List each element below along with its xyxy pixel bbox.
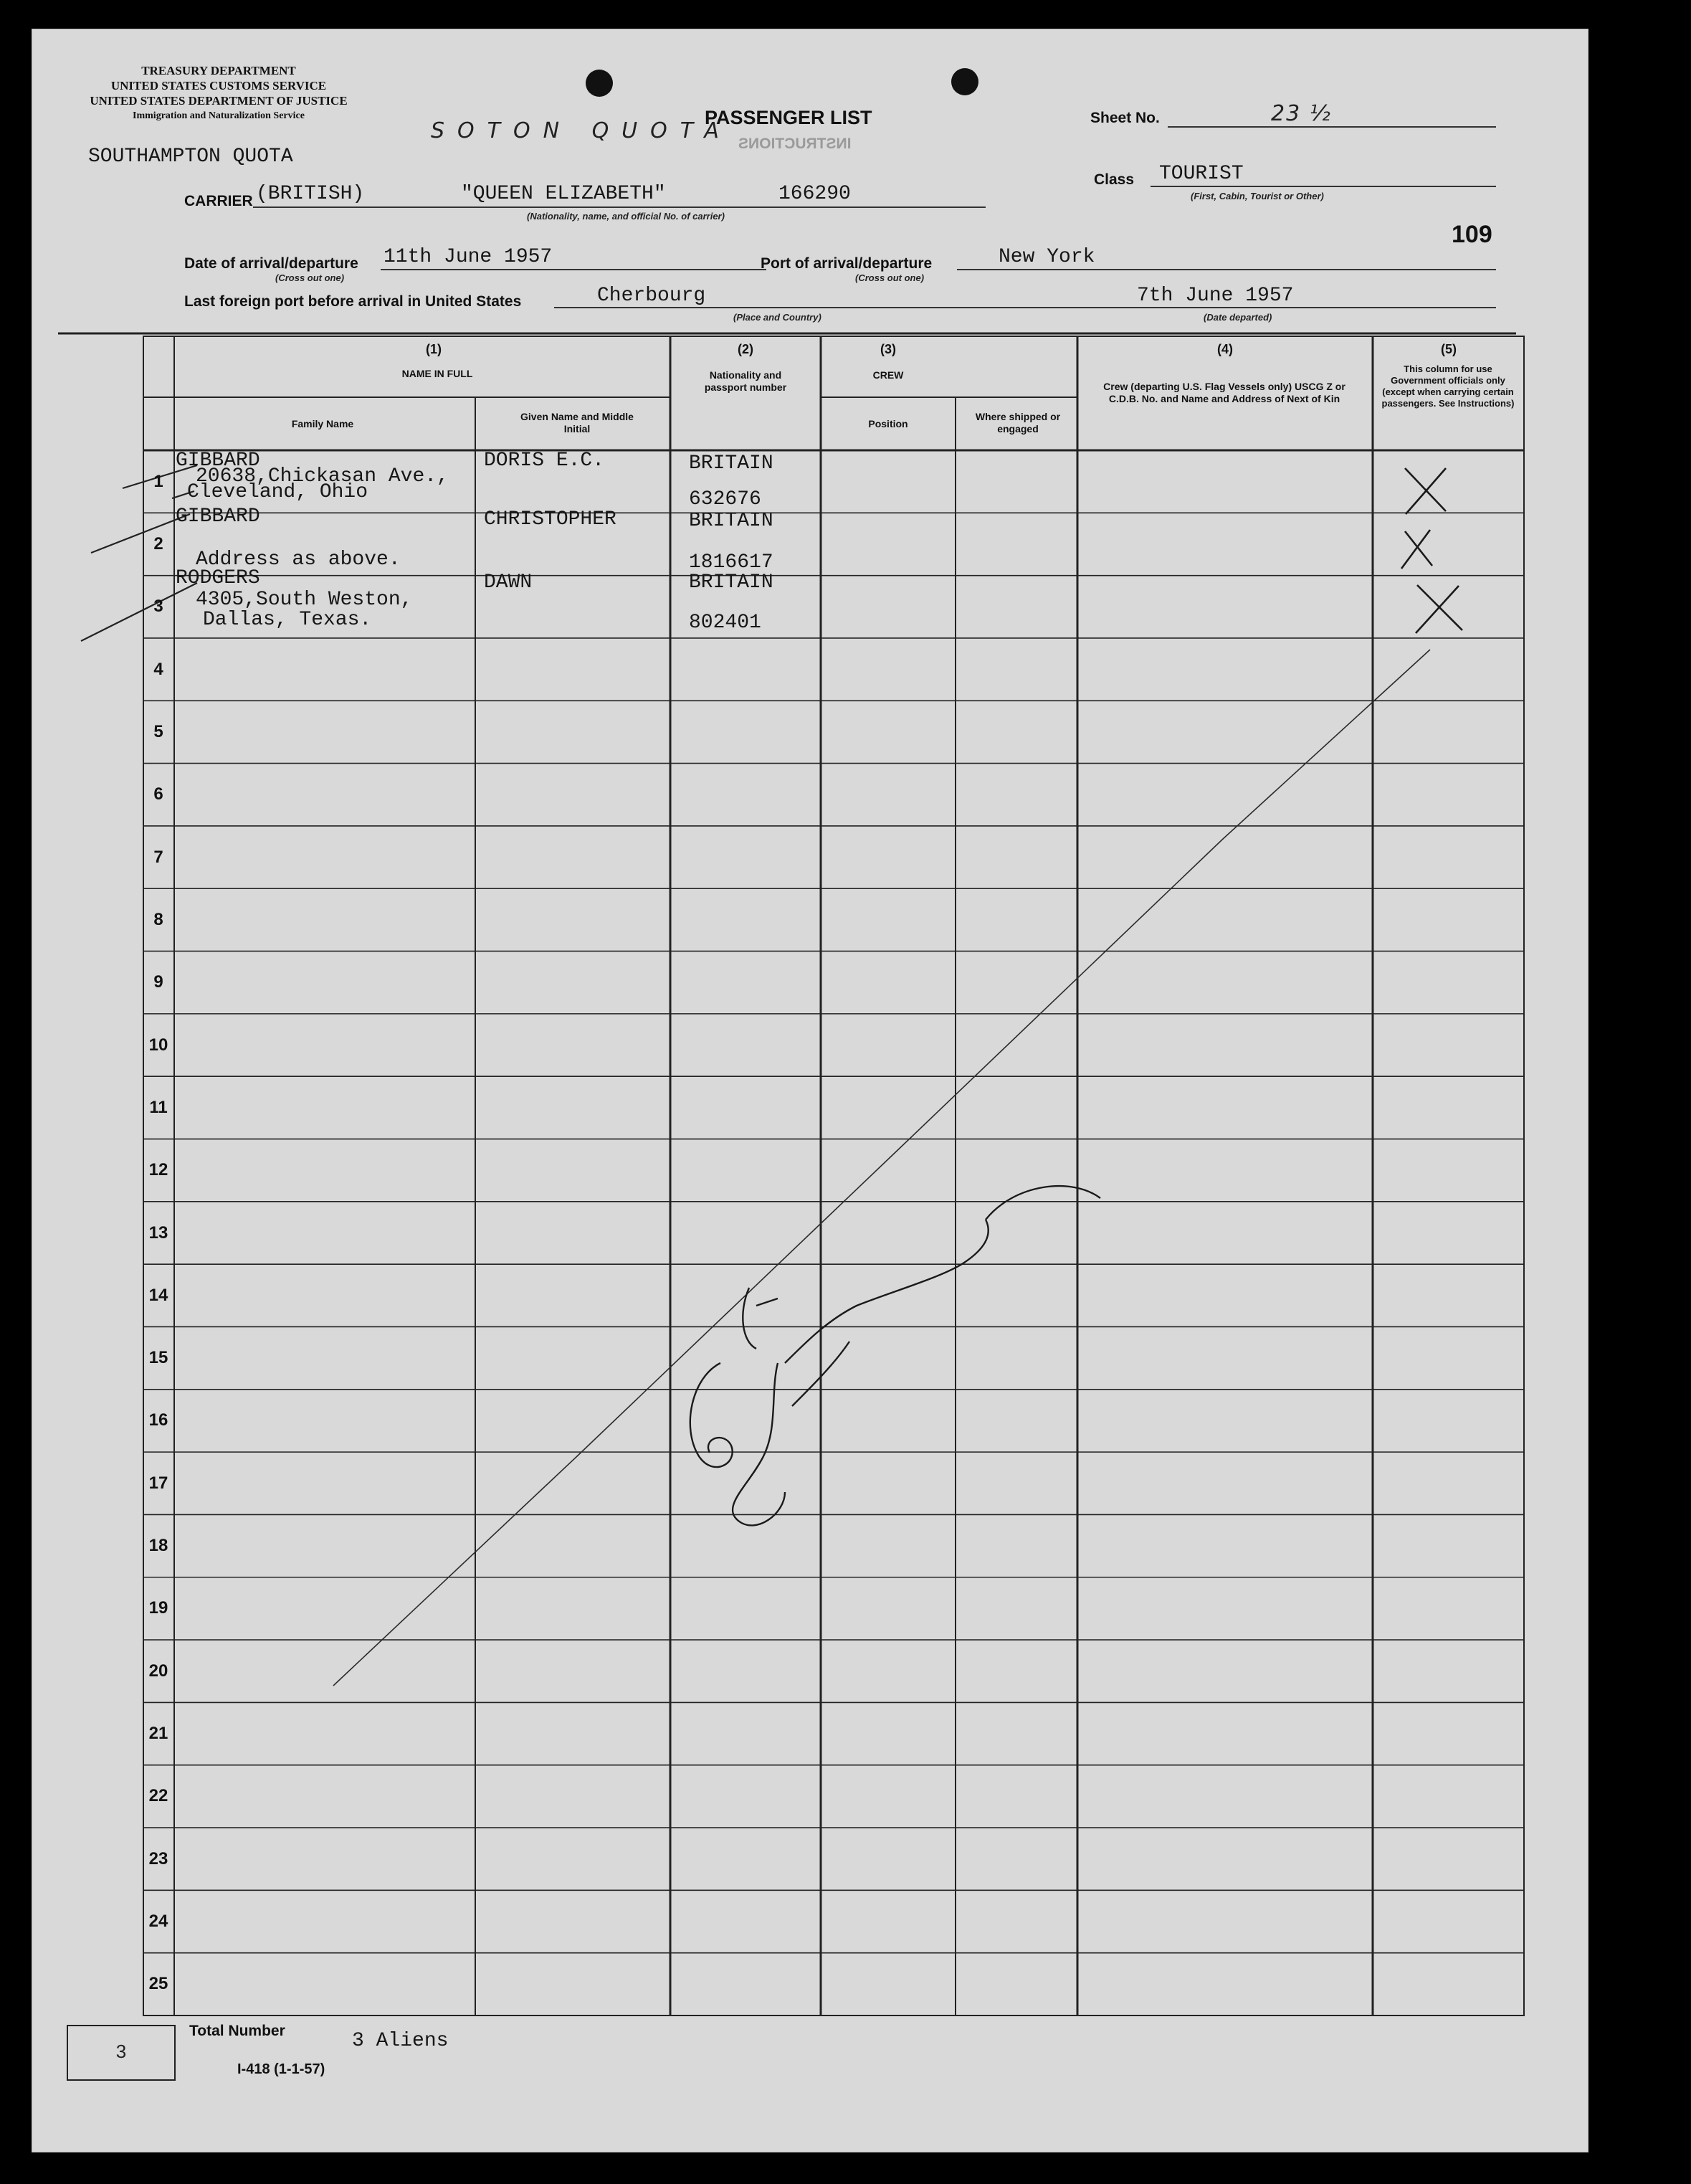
row-number: 23 [148, 1848, 168, 1869]
row-number: 16 [148, 1410, 168, 1430]
row-number: 9 [153, 972, 163, 992]
quota-typed: SOUTHAMPTON QUOTA [88, 146, 293, 168]
form-number: I-418 (1-1-57) [237, 2061, 325, 2077]
official-x-marks [1401, 468, 1462, 633]
stamp-number: 109 [1452, 221, 1492, 248]
sheet-label: Sheet No. [1090, 110, 1160, 126]
row-number: 19 [148, 1598, 168, 1618]
class-caption: (First, Cabin, Tourist or Other) [1191, 191, 1324, 201]
col1-number: (1) [426, 342, 442, 356]
port-value: New York [999, 246, 1095, 268]
agency-line-2: UNITED STATES CUSTOMS SERVICE [110, 79, 327, 92]
pencil-strike-marks [81, 465, 197, 641]
last-port-value: Cherbourg [597, 285, 706, 307]
row-number: 5 [153, 721, 163, 741]
total-label: Total Number [189, 2023, 285, 2039]
port-label: Port of arrival/departure [761, 255, 933, 272]
col3-number: (3) [880, 342, 896, 356]
row3-given-name: DAWN [484, 571, 533, 594]
row1-nationality: BRITAIN [689, 452, 773, 475]
row1-address-line1: 20638,Chickasan Ave., [196, 465, 449, 488]
last-port-label: Last foreign port before arrival in United States [184, 293, 522, 310]
row-number: 17 [148, 1473, 168, 1493]
col4-number: (4) [1217, 342, 1233, 356]
handwritten-signature [690, 1186, 1100, 1525]
row-number: 22 [148, 1786, 168, 1806]
page-title: PASSENGER LIST [705, 107, 872, 128]
row-number: 6 [153, 784, 163, 804]
row-number: 24 [148, 1912, 168, 1932]
arrival-date-value: 11th June 1957 [384, 246, 553, 268]
row3-nationality: BRITAIN [689, 571, 773, 594]
row-number: 15 [148, 1348, 168, 1368]
row-number: 7 [153, 847, 163, 867]
col3b-header: Where shipped or engaged [975, 411, 1061, 435]
row-number: 11 [149, 1097, 168, 1117]
quota-handwritten: SOTON QUOTA [431, 118, 732, 143]
carrier-nationality: (BRITISH) [256, 183, 365, 205]
agency-line-1: TREASURY DEPARTMENT [141, 64, 296, 77]
diagonal-cancel-line [333, 650, 1430, 1686]
row-number: 21 [148, 1724, 168, 1744]
departed-value: 7th June 1957 [1137, 285, 1294, 307]
col5-number: (5) [1441, 342, 1457, 356]
col1-title: NAME IN FULL [401, 368, 473, 379]
row2-address-line2: Address as above. [196, 549, 401, 571]
carrier-name: "QUEEN ELIZABETH" [461, 183, 666, 205]
last-port-caption: (Place and Country) [733, 312, 821, 323]
row-number: 18 [148, 1536, 168, 1556]
arrival-date-label: Date of arrival/departure [184, 255, 358, 272]
row-number: 14 [148, 1285, 168, 1305]
col3-title: CREW [872, 369, 904, 381]
col3a-header: Position [868, 418, 908, 429]
row3-passport: 802401 [689, 612, 761, 634]
bleed-through-text: INSTRUCTIONS [738, 136, 852, 152]
col1a-header: Family Name [291, 418, 354, 429]
row-number: 2 [153, 533, 163, 554]
port-cross-caption: (Cross out one) [855, 272, 925, 283]
row1-given-name: DORIS E.C. [484, 450, 605, 472]
agency-line-3: UNITED STATES DEPARTMENT OF JUSTICE [90, 94, 348, 108]
total-value: 3 Aliens [352, 2030, 449, 2052]
carrier-number: 166290 [778, 183, 851, 205]
col2-number: (2) [738, 342, 753, 356]
row2-given-name: CHRISTOPHER [484, 508, 616, 531]
row2-official-mark: X [1519, 524, 1520, 525]
agency-line-4: Immigration and Naturalization Service [133, 110, 305, 121]
carrier-label: CARRIER [184, 193, 253, 209]
row1-passport: 632676 [689, 488, 761, 511]
total-box-value: 3 [115, 2041, 127, 2062]
row-number: 13 [148, 1222, 168, 1243]
row-number: 4 [153, 659, 163, 679]
arrival-cross-caption: (Cross out one) [275, 272, 345, 283]
row-number: 25 [148, 1974, 168, 1994]
row2-passport: 1816617 [689, 551, 773, 574]
row2-nationality: BRITAIN [689, 510, 773, 532]
carrier-caption: (Nationality, name, and official No. of carrier) [527, 211, 725, 222]
row2-family-name: GIBBARD [176, 505, 260, 528]
row3-family-name: RODGERS [176, 567, 260, 589]
departed-caption: (Date departed) [1204, 312, 1272, 323]
col1b-header: Given Name and Middle Initial [520, 411, 634, 435]
row-number: 8 [153, 909, 163, 929]
col5-title: This column for use Government officials only (except when carrying certain passengers. See Instructions) [1381, 364, 1515, 409]
document-page [32, 29, 1588, 2152]
row3-address-line1: 4305,South Weston, [196, 589, 413, 611]
row-number: 20 [148, 1661, 168, 1681]
row-number: 12 [148, 1160, 168, 1180]
class-label: Class [1094, 171, 1135, 188]
col4-title: Crew (departing U.S. Flag Vessels only) USCG Z or C.D.B. No. and Name and Address of Next of Kin [1103, 381, 1345, 404]
row-number: 10 [148, 1035, 168, 1055]
row-number: 1 [153, 471, 163, 491]
row1-address-line2: Cleveland, Ohio [187, 481, 368, 503]
total-box [67, 2025, 176, 2081]
row3-address-line2: Dallas, Texas. [203, 609, 372, 631]
col2-title: Nationality and passport number [704, 369, 787, 393]
class-value: TOURIST [1159, 163, 1244, 185]
row-number: 3 [153, 597, 163, 617]
sheet-value: 23 ½ [1271, 101, 1332, 126]
row1-family-name: GIBBARD [176, 450, 260, 472]
table-grid [32, 29, 1588, 2152]
